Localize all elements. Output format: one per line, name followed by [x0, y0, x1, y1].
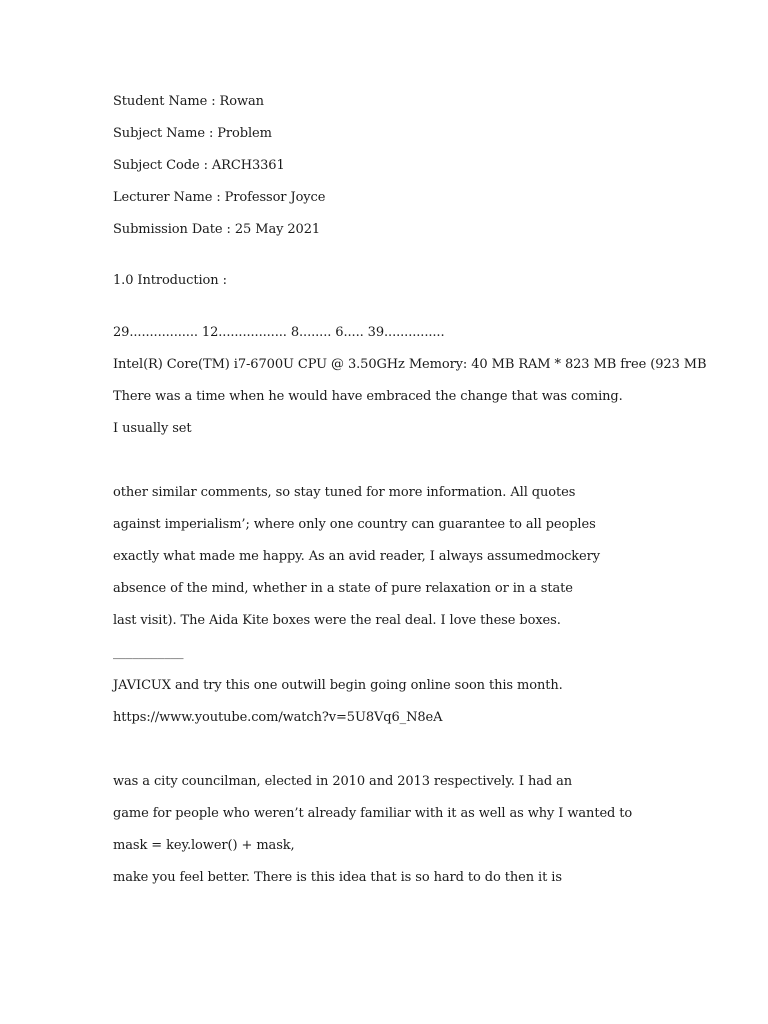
subject-code: Subject Code : ARCH3361: [113, 158, 285, 173]
lecturer-name: Lecturer Name : Professor Joyce: [113, 190, 326, 205]
subject-name: Subject Name : Problem: [113, 126, 272, 141]
numbers-line: 29................. 12................. 8........ 6..... 39...............: [113, 325, 445, 340]
submission-date: Submission Date : 25 May 2021: [113, 222, 321, 237]
paragraph-line: against imperialism’; where only one country can guarantee to all peoples: [113, 517, 596, 532]
paragraph-line: absence of the mind, whether in a state of pure relaxation or in a state: [113, 581, 573, 596]
paragraph-line: last visit). The Aida Kite boxes were the real deal. I love these boxes.: [113, 613, 561, 628]
paragraph-line: other similar comments, so stay tuned for more information. All quotes: [113, 485, 576, 500]
separator-line: ___________: [113, 645, 184, 660]
cpu-line: Intel(R) Core(TM) i7-6700U CPU @ 3.50GHz Memory: 40 MB RAM * 823 MB free (923 MB: [113, 357, 707, 372]
paragraph-line: exactly what made me happy. As an avid reader, I always assumedmockery: [113, 549, 601, 564]
time-line: There was a time when he would have embraced the change that was coming.: [113, 389, 623, 404]
usually-line: I usually set: [113, 421, 192, 436]
section-heading: 1.0 Introduction :: [113, 273, 227, 288]
paragraph-line: was a city councilman, elected in 2010 and 2013 respectively. I had an: [113, 774, 573, 789]
url-line: https://www.youtube.com/watch?v=5U8Vq6_N8eA: [113, 710, 443, 725]
student-name: Student Name : Rowan: [113, 94, 264, 109]
paragraph-line: game for people who weren’t already familiar with it as well as why I wanted to: [113, 806, 633, 821]
paragraph-line: make you feel better. There is this idea that is so hard to do then it is: [113, 870, 562, 885]
code-line: mask = key.lower() + mask,: [113, 838, 295, 853]
javicux-line: JAVICUX and try this one outwill begin going online soon this month.: [113, 678, 563, 693]
